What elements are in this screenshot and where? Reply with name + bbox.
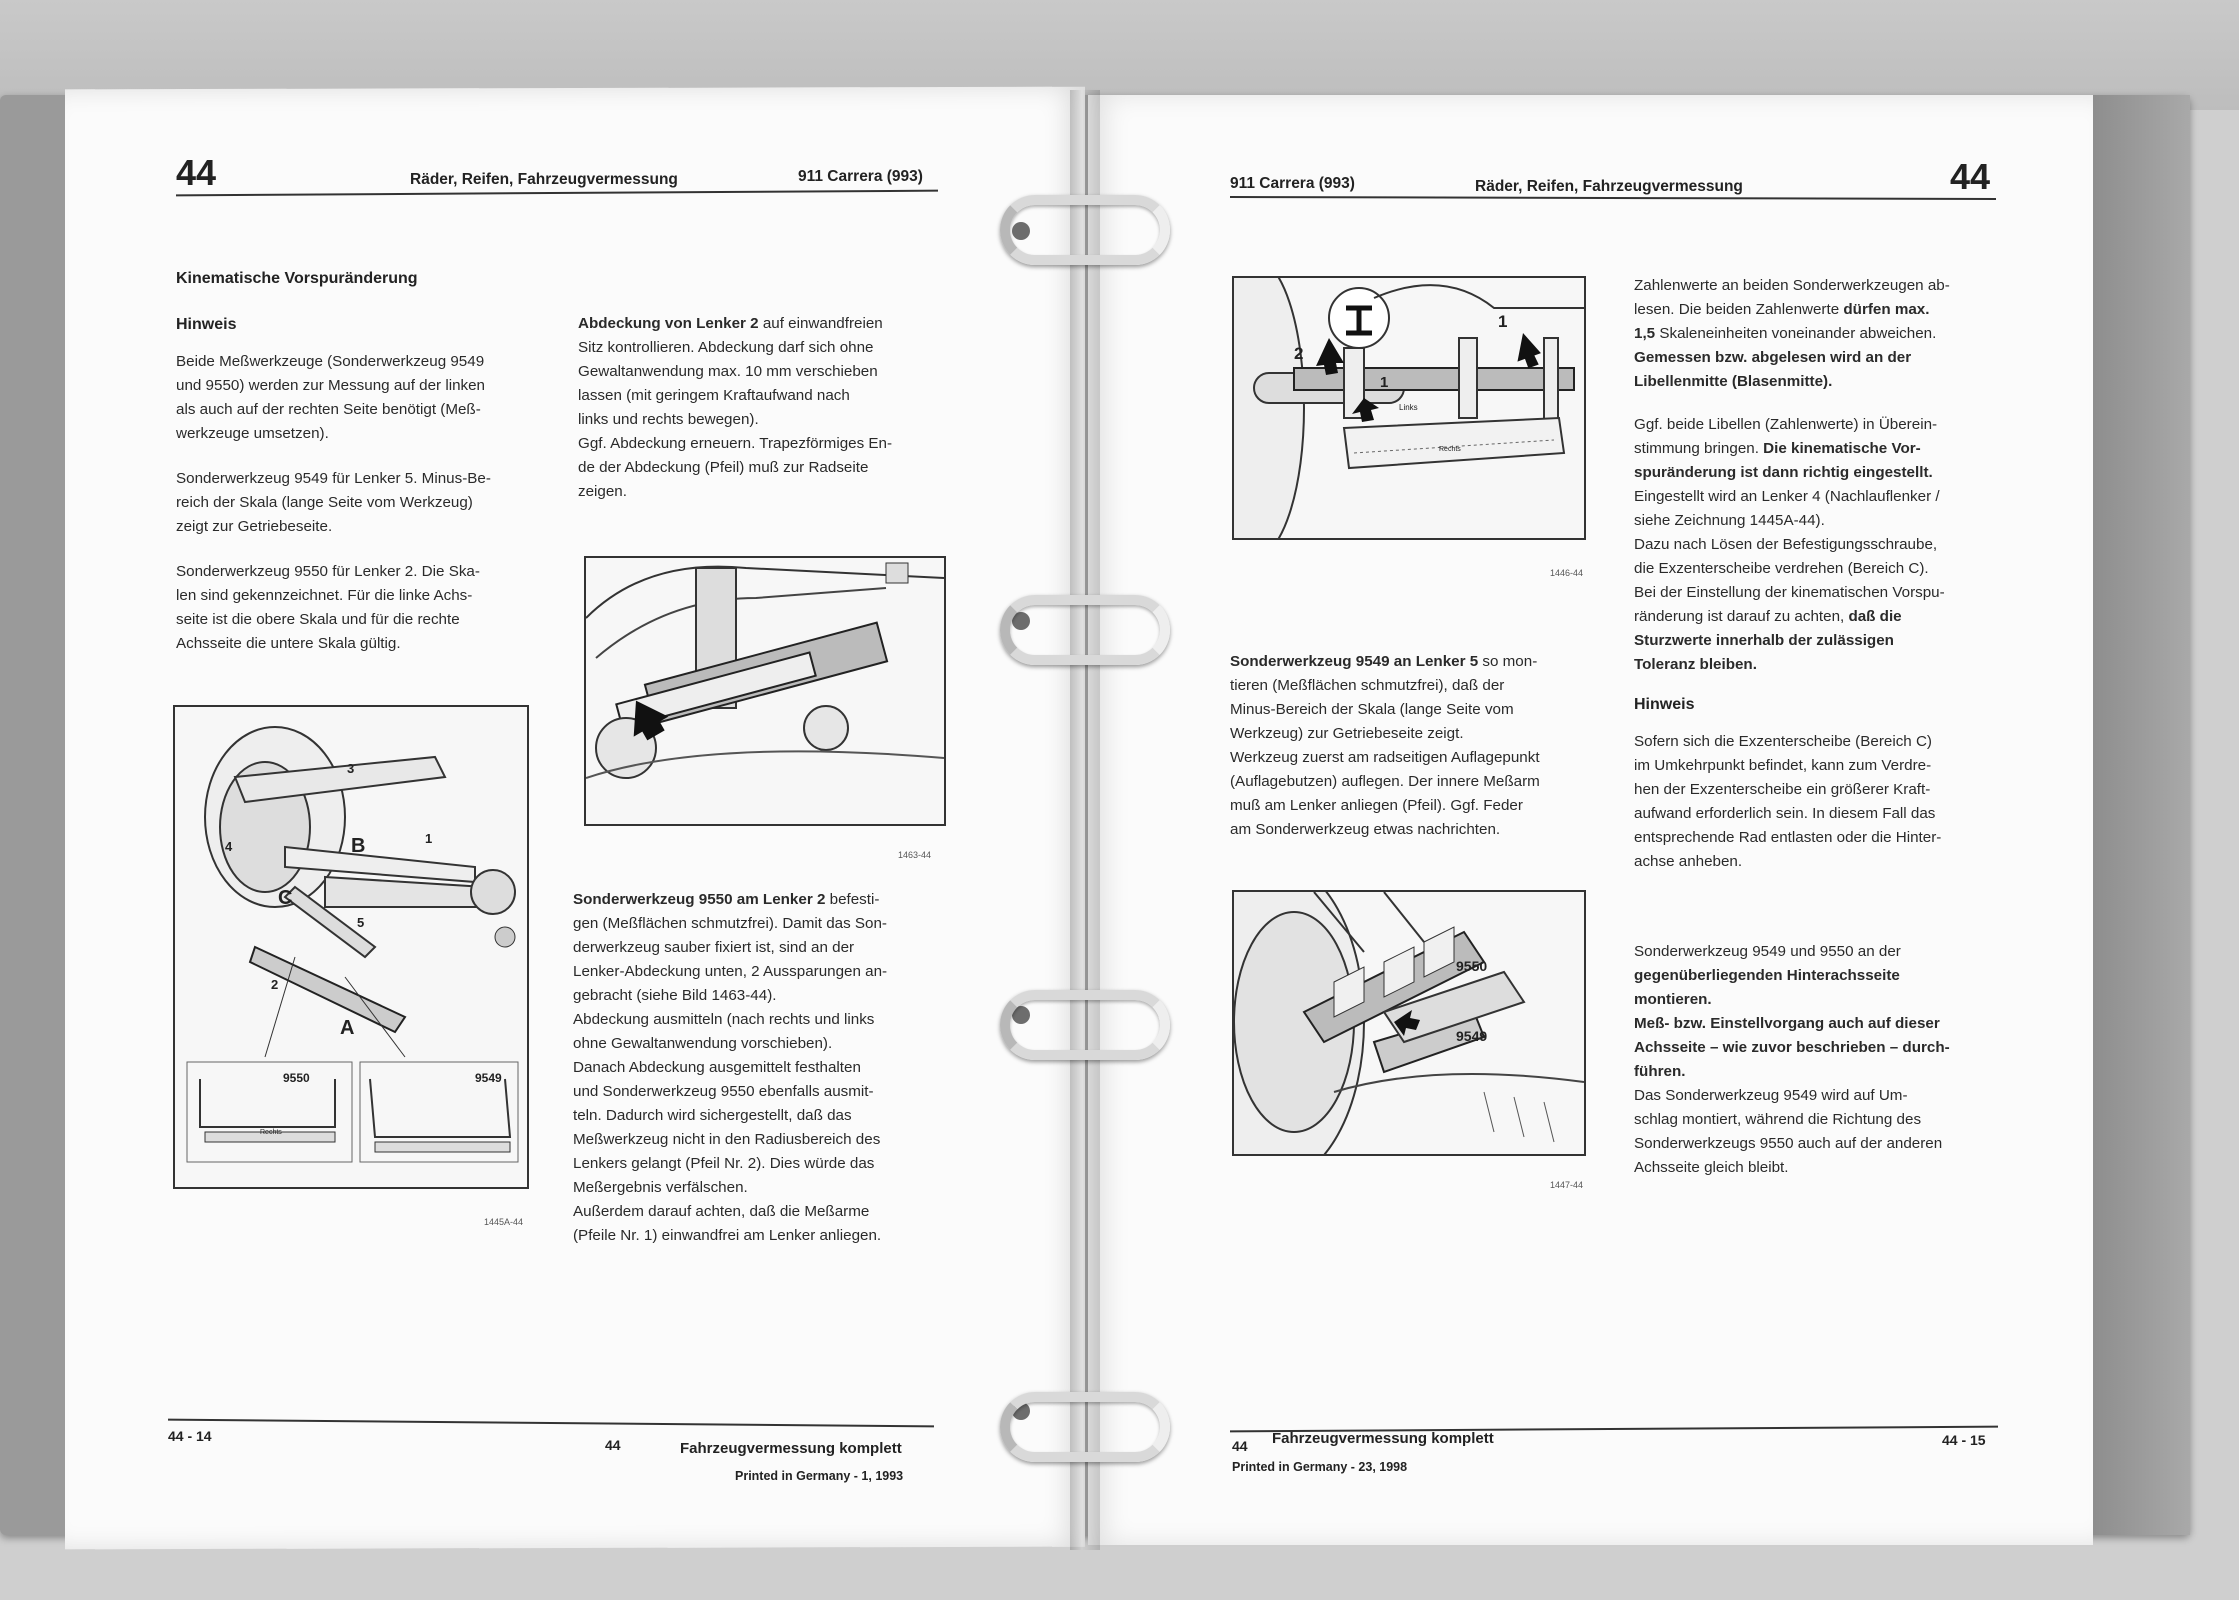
fig-d-label-9549: 9549 xyxy=(1456,1028,1488,1044)
right-chapter-number: 44 xyxy=(1950,156,1991,197)
figure-1463-44-id: 1463-44 xyxy=(898,850,932,860)
fig-c-label-rechts: Rechts xyxy=(1439,446,1461,453)
binder-ring xyxy=(1000,595,1170,665)
left-hinweis-heading: Hinweis xyxy=(176,316,237,333)
fig-c-label-2: 2 xyxy=(1294,344,1304,363)
figure-1445A-44 xyxy=(173,705,529,1189)
right-col2-para2a: Ggf. beide Libellen (Zahlenwerte) in Überein- stimmung bringen. xyxy=(1634,416,1938,457)
fig-a-label-rechts: Rechts xyxy=(260,1129,282,1136)
right-col2-para2 xyxy=(1634,413,1945,677)
left-footer-page: 44 - 14 xyxy=(168,1428,212,1444)
fig-c-label-links: Links xyxy=(1399,403,1418,412)
fig-a-label-2: 2 xyxy=(271,977,279,992)
right-col2-para1 xyxy=(1634,274,1950,394)
left-footer-chapter: 44 xyxy=(605,1437,621,1453)
right-col2-para4b: gegenüberliegenden Hinterachsseite montieren. Meß- bzw. Einstellvorgang auch auf dieser Achsseite – wie zuvor beschrieben – durch- führen. xyxy=(1634,967,1950,1080)
fig-a-label-C: C xyxy=(278,887,293,909)
right-footer-print: Printed in Germany - 23, 1998 xyxy=(1232,1460,1408,1474)
right-col1-para1 xyxy=(1230,650,1540,842)
left-col2-para2-text: befesti- gen (Meßflächen schmutzfrei). Damit das Son- derwerkzeug sauber fixiert ist, sind an der Lenker-Abdeckung unten, 2 Aussparungen an- gebracht (siehe Bild 1463-44). Abdeckung ausmitteln (nach rechts und links ohne Gewaltanwendung vorschieben). Danach Abdeckung ausgemittelt festhalten und Sonderwerkzeug 9550 ebenfalls ausmit- teln. Dadurch wird sichergestellt, daß das Meßwerkzeug nicht in den Radiusbereich des Lenkers gelangt (Pfeil Nr. 2). Dies würde das Meßergebnis verfälschen. Außerdem darauf achten, daß die Meßarme (Pfeile Nr. 1) einwandfrei am Lenker anliegen. xyxy=(573,891,888,1244)
fig-a-label-5: 5 xyxy=(357,915,365,930)
left-col2-para1-bold: Abdeckung von Lenker 2 xyxy=(578,315,759,332)
left-col1-para2: Sonderwerkzeug 9549 für Lenker 5. Minus-Be- reich der Skala (lange Seite vom Werkzeug) zeigt zur Getriebeseite. xyxy=(176,470,491,535)
fig-a-label-1: 1 xyxy=(425,831,433,846)
right-col2-para2b: Die kinematische Vor- spuränderung ist dann richtig eingestellt. xyxy=(1634,440,1933,481)
left-col2-para2-bold: Sonderwerkzeug 9550 am Lenker 2 xyxy=(573,891,826,908)
right-col2-para3: Sofern sich die Exzenterscheibe (Bereich C) im Umkehrpunkt befindet, kann zum Verdre- hen der Exzenterscheibe ein größerer Kraft- aufwand erforderlich sein. In diesem Fall das entsprechende Rad entlasten oder die Hinter- achse anheben. xyxy=(1634,733,1942,870)
left-col2-para1-text: auf einwandfreien Sitz kontrollieren. Abdeckung darf sich ohne Gewaltanwendung max. 10 mm verschieben lassen (mit geringem Kraftaufwand nach links und rechts bewegen). Ggf. Abdeckung erneuern. Trapezförmiges En- de der Abdeckung (Pfeil) muß zur Radseite zeigen. xyxy=(578,315,893,500)
left-col1-para3: Sonderwerkzeug 9550 für Lenker 2. Die Ska- len sind gekennzeichnet. Für die linke Achs- seite ist die obere Skala und für die rechte Achsseite die untere Skala gültig. xyxy=(176,563,480,652)
binder-ring xyxy=(1000,990,1170,1060)
page-gutter xyxy=(1070,90,1100,1550)
fig-a-label-3: 3 xyxy=(347,761,355,776)
fig-d-label-9550: 9550 xyxy=(1456,958,1488,974)
fig-a-label-9550: 9550 xyxy=(283,1071,310,1085)
fig-a-label-4: 4 xyxy=(225,839,233,854)
right-col1-para1-bold: Sonderwerkzeug 9549 an Lenker 5 xyxy=(1230,653,1479,670)
figure-1463-44 xyxy=(584,556,946,826)
figure-1447-44 xyxy=(1232,890,1586,1156)
left-footer-title: Fahrzeugvermessung komplett xyxy=(680,1440,902,1457)
right-col2-para4 xyxy=(1634,940,1950,1180)
binder-ring xyxy=(1000,1392,1170,1462)
left-col2-para2 xyxy=(573,888,887,1248)
fig-c-label-1b: 1 xyxy=(1380,374,1389,391)
fig-a-label-B: B xyxy=(351,835,366,857)
figure-1445A-44-drawing xyxy=(175,707,527,1187)
fig-c-label-1: 1 xyxy=(1498,312,1508,331)
right-col2-para1d: Gemessen bzw. abgelesen wird an der Libellenmitte (Blasenmitte). xyxy=(1634,349,1912,390)
fig-a-label-A: A xyxy=(340,1017,355,1039)
right-col2-para4c: Das Sonderwerkzeug 9549 wird auf Um- schlag montiert, während die Richtung des Sonderwerkzeugs 9550 auch auf der anderen Achsseite gleich bleibt. xyxy=(1634,1087,1943,1176)
right-footer-chapter: 44 xyxy=(1232,1438,1248,1454)
left-col1-para1: Beide Meßwerkzeuge (Sonderwerkzeug 9549 und 9550) werden zur Messung auf der linken als auch auf der rechten Seite benötigt (Meß- werkzeuge umsetzen). xyxy=(176,353,486,442)
left-chapter-number: 44 xyxy=(176,152,217,193)
left-col2-para1 xyxy=(578,312,892,504)
right-col2-para1b: dürfen max. 1,5 xyxy=(1634,301,1930,342)
left-footer-print: Printed in Germany - 1, 1993 xyxy=(735,1469,904,1483)
right-hinweis-heading: Hinweis xyxy=(1634,696,1695,713)
left-header-title: Räder, Reifen, Fahrzeugvermessung xyxy=(410,171,678,188)
figure-1446-44 xyxy=(1232,276,1586,540)
left-section-title: Kinematische Vorspuränderung xyxy=(176,270,418,287)
figure-1463-44-drawing xyxy=(586,558,944,824)
fig-a-label-9549: 9549 xyxy=(475,1071,502,1085)
left-header-model: 911 Carrera (993) xyxy=(798,168,923,185)
figure-1447-44-id: 1447-44 xyxy=(1550,1180,1584,1190)
figure-1445A-44-id: 1445A-44 xyxy=(484,1217,524,1227)
binder-ring xyxy=(1000,195,1170,265)
figure-1446-44-id: 1446-44 xyxy=(1550,568,1584,578)
right-col1-para1-text: so mon- tieren (Meßflächen schmutzfrei), daß der Minus-Bereich der Skala (lange Seite vom Werkzeug) zur Getriebeseite zeigt. Werkzeug zuerst am radseitigen Auflagepunkt (Auflagebutzen) auflegen. Der innere Meßarm muß am Lenker anliegen (Pfeil). Ggf. Feder am Sonderwerkzeug etwas nachrichten. xyxy=(1230,653,1540,838)
right-footer-page: 44 - 15 xyxy=(1942,1432,1986,1448)
figure-1447-44-drawing xyxy=(1234,892,1584,1154)
right-footer-title: Fahrzeugvermessung komplett xyxy=(1272,1430,1494,1447)
right-header-title: Räder, Reifen, Fahrzeugvermessung xyxy=(1475,178,1743,195)
right-col2-para1c: Skaleneinheiten voneinander abweichen. xyxy=(1655,325,1937,342)
right-col2-para2d: daß die Sturzwerte innerhalb der zulässigen Toleranz bleiben. xyxy=(1634,608,1902,673)
binder-spine-edge xyxy=(2080,95,2190,1535)
right-header-model: 911 Carrera (993) xyxy=(1230,175,1355,192)
right-col2-para4a: Sonderwerkzeug 9549 und 9550 an der xyxy=(1634,943,1901,960)
right-col2-para2c: Eingestellt wird an Lenker 4 (Nachlauflenker / siehe Zeichnung 1445A-44). Dazu nach Lösen der Befestigungsschraube, die Exzenterscheibe verdrehen (Bereich C). Bei der Einstellung der kinematischen Vorspu- ränderung ist darauf zu achten, xyxy=(1634,488,1945,625)
right-col2-para1a: Zahlenwerte an beiden Sonderwerkzeugen ab- lesen. Die beiden Zahlenwerte xyxy=(1634,277,1950,318)
